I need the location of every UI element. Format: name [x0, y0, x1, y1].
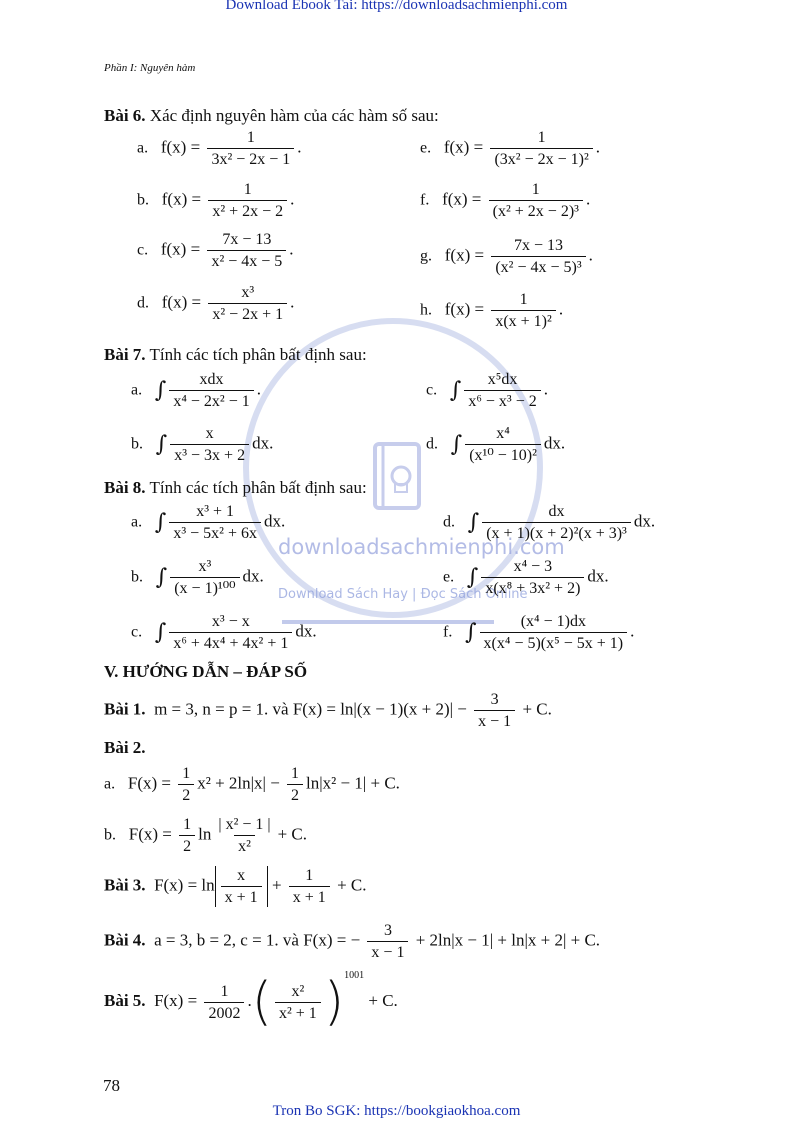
bai8-item-b: b. ∫ $\frac{\text{x³}}{\text{(x − 1)¹⁰⁰}}$ dx.: [131, 558, 264, 597]
bai6-item-h: h. f(x) = $\frac{1}{\text{x(x + 1)²}}$ .: [420, 291, 564, 330]
watermark-site: downloadsachmienphi.com: [278, 535, 565, 559]
answer-bai4: Bài 4. a = 3, b = 2, c = 1. và F(x) = − $\frac{3}{x - 1}$ + 2ln|x − 1| + ln|x + 2| + C.: [104, 922, 601, 961]
bai7-item-c: c. ∫ $\frac{\text{x⁵dx}}{\text{x⁶ − x³ − 2}}$ .: [426, 371, 548, 410]
bai6-item-a: a. f(x) = $\frac{1}{\text{3x² − 2x − 1}}$ .: [137, 129, 302, 168]
bai8-item-d: d. ∫ $\frac{dx}{\text{(x + 1)(x + 2)²(x + 3)³}}$ dx.: [443, 503, 656, 542]
section-title: V. HƯỚNG DẪN – ĐÁP SỐ: [104, 662, 308, 681]
answer-bai2a: a. F(x) = $\frac{1}{2}$ x² + 2ln|x| − $\frac{1}{2}$ ln|x² − 1| + C.: [104, 765, 400, 804]
page-number: 78: [103, 1076, 120, 1095]
bai8-item-e: e. ∫ $\frac{\text{x⁴ − 3}}{\text{x(x⁸ + 3x² + 2)}}$ dx.: [443, 558, 609, 597]
watermark-tagline: Download Sách Hay | Đọc Sách Online: [278, 587, 528, 602]
bai6-item-d: d. f(x) = $\frac{\text{x³}}{\text{x² − 2x + 1}}$ .: [137, 284, 295, 323]
bai7-item-d: d. ∫ $\frac{\text{x⁴}}{\text{(x¹⁰ − 10)²}}$ dx.: [426, 425, 566, 464]
bai6-item-f: f. f(x) = $\frac{1}{\text{(x² + 2x − 2)³}}$ .: [420, 181, 591, 220]
bai6-item-c: c. f(x) = $\frac{7x - 13}{\text{x² − 4x − 5}}$ .: [137, 231, 294, 270]
bai8-item-f: f. ∫ $\frac{\text{(x⁴ − 1)dx}}{\text{x(x⁴ − 5)(x⁵ − 5x + 1)}}$ .: [443, 613, 635, 652]
bai6-item-e: e. f(x) = $\frac{1}{\text{(3x² − 2x − 1)²}}$ .: [420, 129, 600, 168]
running-head: Phần I: Nguyên hàm: [104, 62, 196, 74]
bai7-heading: Bài 7. Tính các tích phân bất định sau:: [104, 345, 367, 364]
answer-bai2-heading: Bài 2.: [104, 738, 146, 757]
bai6-heading: Bài 6. Xác định nguyên hàm của các hàm số sau:: [104, 106, 439, 125]
top-download-link[interactable]: Download Ebook Tai: https://downloadsachmienphi.com: [225, 0, 568, 13]
bai7-item-b: b. ∫ $\frac{x}{\text{x³ − 3x + 2}}$ dx.: [131, 425, 274, 464]
answer-bai3: Bài 3. F(x) = ln $\frac{x}{x + 1}$ + $\frac{1}{x + 1}$ + C.: [104, 867, 367, 906]
book-icon: [367, 440, 427, 512]
bai7-item-a: a. ∫ $\frac{\text{xdx}}{\text{x⁴ − 2x² − 1}}$ .: [131, 371, 261, 410]
answer-bai5: Bài 5. F(x) = $\frac{1}{2002}$ .( $\frac{\text{x²}}{\text{x² + 1}}$ )$^{1001}$ + C.: [104, 970, 398, 1033]
bai8-heading: Bài 8. Tính các tích phân bất định sau:: [104, 478, 367, 497]
answer-bai1: Bài 1. m = 3, n = p = 1. và F(x) = ln|(x − 1)(x + 2)| − $\frac{3}{x - 1}$ + C.: [104, 691, 552, 730]
answer-bai2b: b. F(x) = $\frac{1}{2}$ ln $\frac{\text{| x² − 1 |}}{\text{x²}}$ + C.: [104, 816, 308, 855]
bottom-sgk-link[interactable]: Tron Bo SGK: https://bookgiaokhoa.com: [272, 1103, 521, 1119]
bai8-item-a: a. ∫ $\frac{\text{x³ + 1}}{\text{x³ − 5x² + 6x}}$ dx.: [131, 503, 286, 542]
bai8-item-c: c. ∫ $\frac{\text{x³ − x}}{\text{x⁶ + 4x⁴ + 4x² + 1}}$ dx.: [131, 613, 317, 652]
bai6-item-g: g. f(x) = $\frac{7x - 13}{\text{(x² − 4x − 5)³}}$ .: [420, 237, 593, 276]
bai6-item-b: b. f(x) = $\frac{1}{\text{x² + 2x − 2}}$ .: [137, 181, 295, 220]
